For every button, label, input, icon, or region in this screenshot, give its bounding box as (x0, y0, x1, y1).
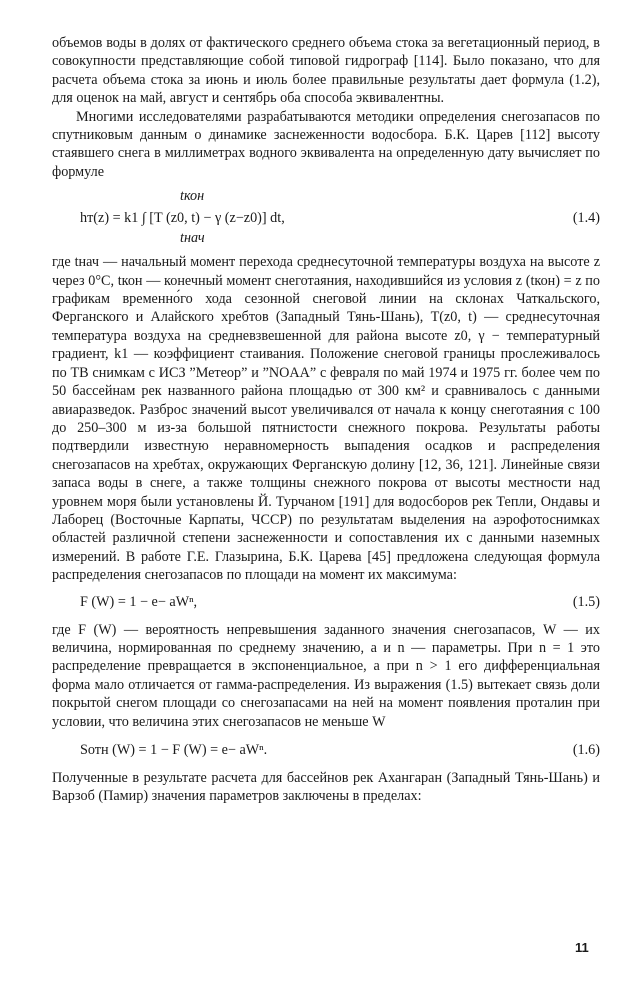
paragraph-definitions: где tнач — начальный момент перехода среднесуточной температуры воздуха на высоте z через 0°C, tкон — конечный момент снеготаяния, находившийся из условия z (tкон) = z по графикам временно́го хода сезонной снеговой линии на склонах Чаткальского, Ферганского и Алайского хребтов (Западный Тянь-Шань), T(z0, t) — среднесуточная температура воздуха на средневзвешенной для района высоте z0, γ − температурный градиент, k1 — коэффициент стаивания. Положение снеговой границы прослеживалось по ТВ снимкам с ИСЗ ”Метеор” и ”NOAA” с февраля по май 1974 и 1975 гг. более чем по 50 бассейнам рек названного района площадью от 300 км² и сравнивалось с данными авиаразведок. Разброс значений высот увеличивался от начала к концу снеготаяния с 100 до 250–300 м из-за большой пятнистости снежного покрова. Результаты работы подтвердили известную неравномерность выпадения осадков и распределения снегозапасов на хребтах, окружающих Ферганскую долину [12, 36, 121]. Линейные связи запаса воды в снеге, а также толщины снежного покрова от высоты местности над уровнем моря были установлены Й. Турчаном [191] для водосборов рек Тепли, Ондавы и Лаборец (Восточные Карпаты, ЧССР) по результатам выделения на аэрофотоснимках областей различной степени заснеженности и сопоставления их с данными наземных измерений. В работе Г.Е. Глазырина, Б.К. Царева [45] предложена следующая формула распределения снегозапасов по площади на момент их максимума: (52, 254, 600, 584)
equation-number: (1.5) (572, 593, 600, 610)
equation-number: (1.4) (572, 210, 600, 227)
integral-lower-limit: tнач (180, 230, 205, 247)
paragraph-continuation: объемов воды в долях от фактического среднего объема стока за вегетационный период, в совокупности представляющие собой типовой гидрограф [114]. Было показано, что для расчета объема стока за июнь и июль более правильные результаты дает формула (1.2), для оценок на май, август и сентябрь оба способа эквивалентны. (52, 35, 600, 107)
paragraph-results: Полученные в результате расчета для бассейнов рек Ахангаран (Западный Тянь-Шань) и Варзоб (Памир) значения параметров заключены в пределах: (52, 770, 600, 805)
formula-expression: F (W) = 1 − e− aWⁿ, (80, 593, 198, 610)
formula-expression: hт(z) = k1 ∫ [T (z0, t) − γ (z−z0)] dt, (80, 210, 285, 227)
paragraph-snow-methods: Многими исследователями разрабатываются методики определения снегозапасов по спутниковым данным о динамике заснеженности водосбора. Б.К. Царев [112] высоту стаявшего снега в миллиметрах водного эквивалента на определенную дату вычисляет по формуле (52, 108, 600, 180)
formula-1-4 (52, 187, 600, 249)
formula-expression: Sотн (W) = 1 − F (W) = e− aWⁿ. (80, 742, 268, 758)
integral-upper-limit: tкон (180, 188, 205, 205)
equation-number: (1.6) (572, 742, 600, 758)
page-body (52, 34, 600, 806)
paragraph-probability: где F (W) — вероятность непревышения заданного значения снегозапасов, W — их величина, нормированная по среднему значению, a и n — параметры. При n = 1 это распределение превращается в экспоненциальное, а при n > 1 его дифференциальная форма мало отличается от гамма-распределения. Из выражения (1.5) вытекает связь доли покрытой снегом площади со снегозапасами на ней на момент появления проталин при условии, что величина этих снегозапасов не меньше W (52, 621, 600, 730)
formula-1-6 (52, 741, 600, 761)
formula-1-5 (52, 593, 600, 613)
page-number: 11 (575, 940, 589, 955)
